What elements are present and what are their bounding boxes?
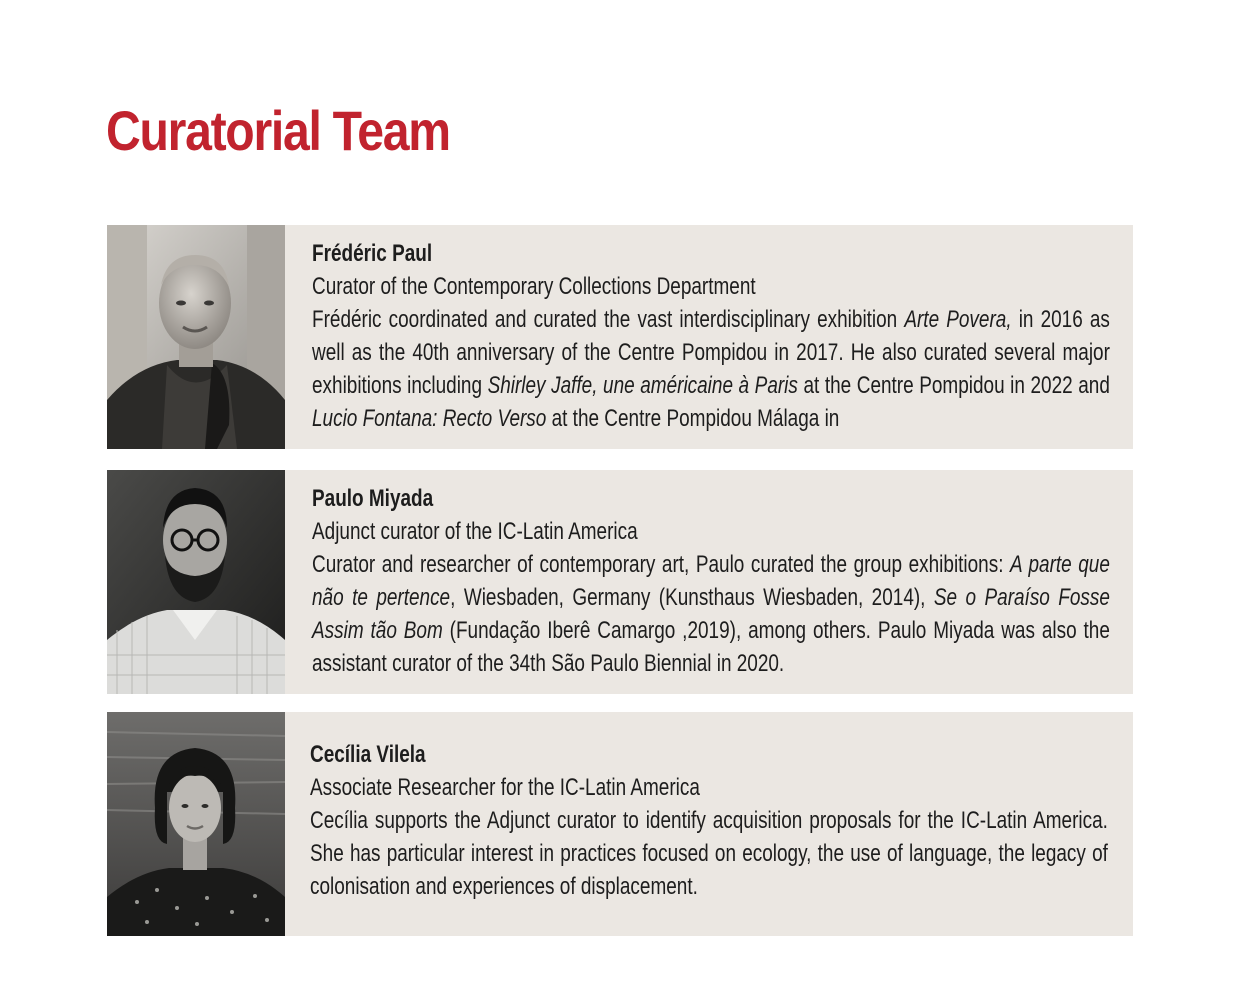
member-role: Curator of the Contemporary Collections Department xyxy=(312,273,756,300)
team-member-card xyxy=(107,712,1133,936)
member-bio xyxy=(310,738,1108,903)
portrait-photo xyxy=(107,225,285,449)
portrait-photo xyxy=(107,712,285,936)
member-role: Adjunct curator of the IC-Latin America xyxy=(312,518,638,545)
exhibition-title: A parte que não te pertence xyxy=(312,551,1110,611)
member-description: Cecília supports the Adjunct curator to identify acquisition proposals for the IC-Latin America. She has particular interest in practices focused on ecology, the use of language, the legacy of colonisation and experiences of displacement. xyxy=(310,807,1108,900)
portrait-photo xyxy=(107,470,285,694)
exhibition-title: Shirley Jaffe, une américaine à Paris xyxy=(487,372,798,399)
team-member-card xyxy=(107,470,1133,694)
member-description: Curator and researcher of contemporary art, Paulo curated the group exhibitions: A parte que não te pertence, Wiesbaden, Germany (Kunsthaus Wiesbaden, 2014), Se o Paraíso Fosse Assim tão Bom (Fundação Iberê Camargo ,2019), among others. Paulo Miyada was also the assistant curator of the 34th São Paulo Biennial in 2020. xyxy=(312,551,1110,677)
team-member-card xyxy=(107,225,1133,449)
member-bio xyxy=(312,237,1110,435)
member-bio xyxy=(312,482,1110,680)
member-description: Frédéric coordinated and curated the vast interdisciplinary exhibition Arte Povera, in 2016 as well as the 40th anniversary of the Centre Pompidou in 2017. He also curated several major exhibitions including Shirley Jaffe, une américaine à Paris at the Centre Pompidou in 2022 and Lucio Fontana: Recto Verso at the Centre Pompidou Málaga in xyxy=(312,306,1110,432)
member-name: Frédéric Paul xyxy=(312,240,433,267)
member-role: Associate Researcher for the IC-Latin America xyxy=(310,774,700,801)
exhibition-title: Lucio Fontana: Recto Verso xyxy=(312,405,547,432)
exhibition-title: Se o Paraíso Fosse Assim tão Bom xyxy=(312,584,1110,644)
member-name: Paulo Miyada xyxy=(312,485,434,512)
member-name: Cecília Vilela xyxy=(310,741,426,768)
exhibition-title: Arte Povera, xyxy=(904,306,1012,333)
page-title: Curatorial Team xyxy=(106,99,450,162)
